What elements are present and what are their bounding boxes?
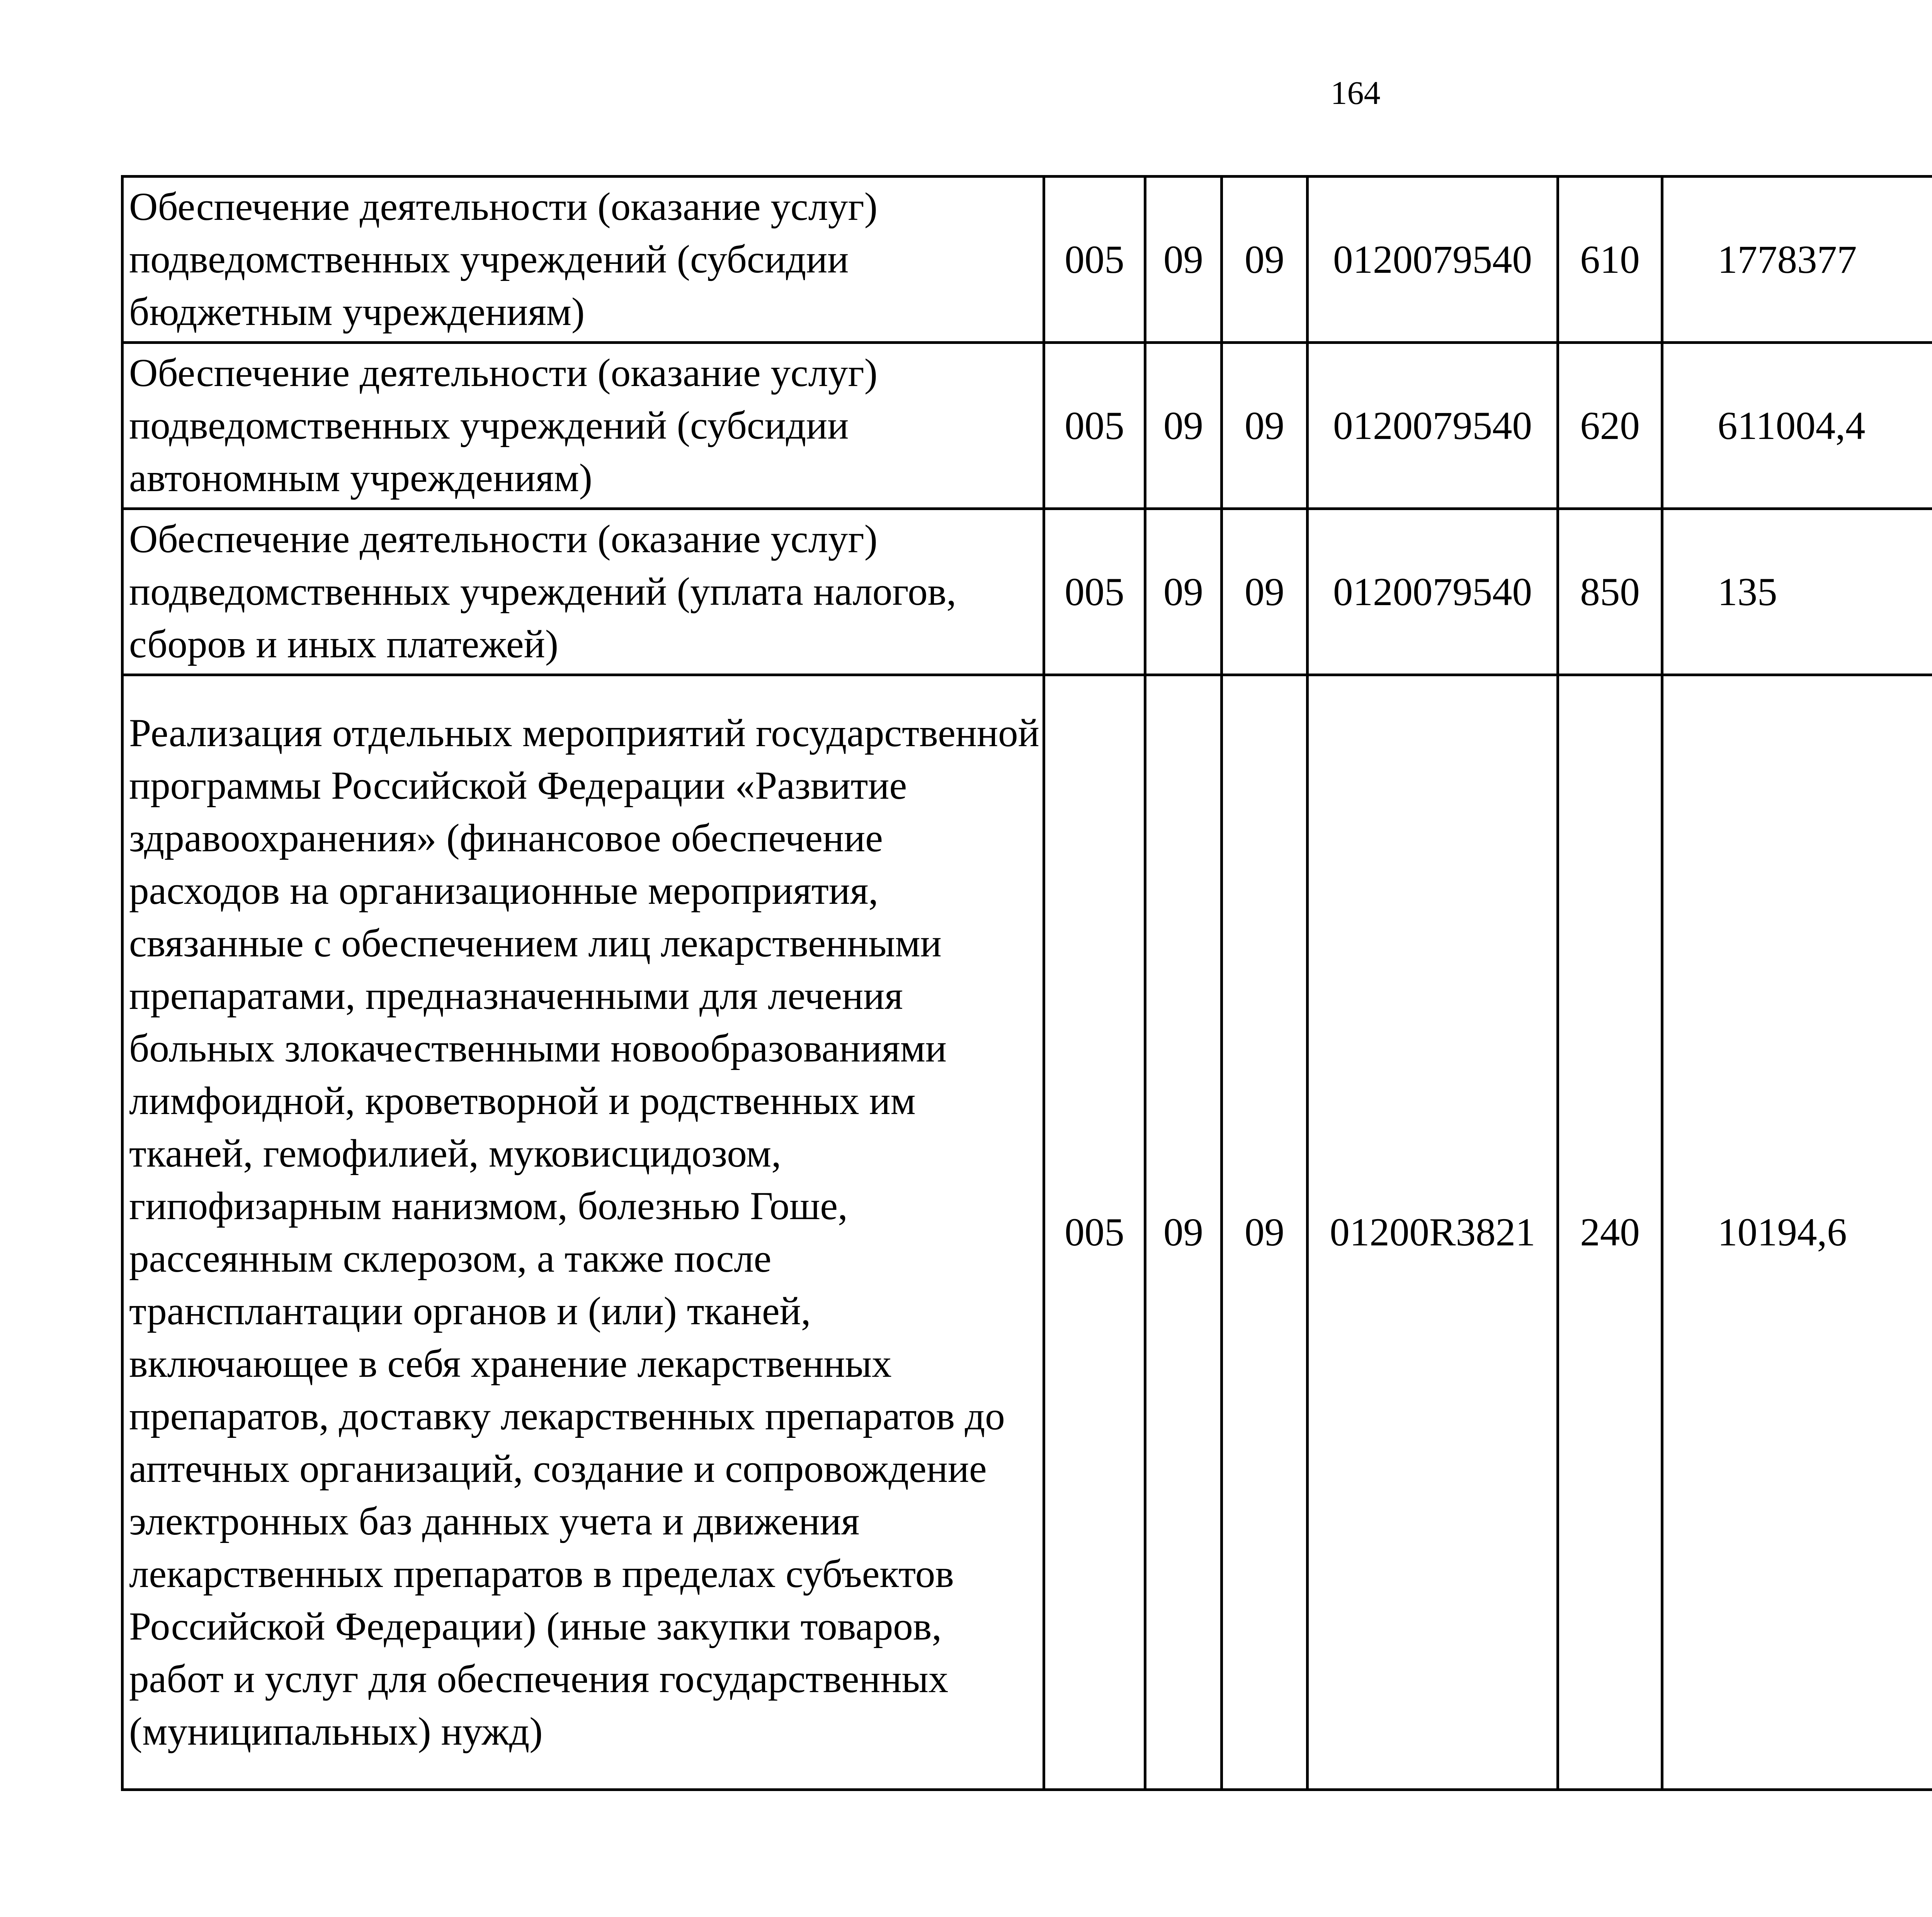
row-description: Обеспечение деятельности (оказание услуг) подведомственных учреждений (уплата налогов, сборов и иных платежей): [122, 509, 1044, 675]
table-row: [122, 509, 1932, 675]
amount-year-1: 10194,6: [1662, 675, 1932, 1790]
page-number: 164: [1330, 74, 1381, 111]
subsection-code: 09: [1222, 675, 1308, 1790]
amount-year-1: 135: [1662, 509, 1932, 675]
subsection-code: 09: [1222, 177, 1308, 343]
expense-type-code: 850: [1558, 509, 1662, 675]
section-code: 09: [1145, 177, 1222, 343]
expense-type-code: 610: [1558, 177, 1662, 343]
ministry-code: 005: [1044, 509, 1145, 675]
section-code: 09: [1145, 675, 1222, 1790]
expense-type-code: 240: [1558, 675, 1662, 1790]
table-row: [122, 343, 1932, 509]
section-code: 09: [1145, 509, 1222, 675]
ministry-code: 005: [1044, 675, 1145, 1790]
row-description: Реализация отдельных мероприятий государственной программы Российской Федерации «Развитие здравоохранения» (финансовое обеспечение расходов на организационные мероприятия, связанные с обеспечением лиц лекарственными препаратами, предназначенными для лечения больных злокачественными новообразованиями лимфоидной, кроветворной и родственных им тканей, гемофилией, муковисцидозом, гипофизарным нанизмом, болезнью Гоше, рассеянным склерозом, а также после трансплантации органов и (или) тканей, включающее в себя хранение лекарственных препаратов, доставку лекарственных препаратов до аптечных организаций, создание и сопровождение электронных баз данных учета и движения лекарственных препаратов в пределах субъектов Российской Федерации) (иные закупки товаров, работ и услуг для обеспечения государственных (муниципальных) нужд): [122, 675, 1044, 1790]
table-row: [122, 675, 1932, 1790]
row-description: Обеспечение деятельности (оказание услуг) подведомственных учреждений (субсидии автономным учреждениям): [122, 343, 1044, 509]
target-article-code: 0120079540: [1308, 509, 1558, 675]
budget-table: [121, 175, 1932, 1791]
target-article-code: 0120079540: [1308, 343, 1558, 509]
subsection-code: 09: [1222, 343, 1308, 509]
expense-type-code: 620: [1558, 343, 1662, 509]
row-description: Обеспечение деятельности (оказание услуг) подведомственных учреждений (субсидии бюджетным учреждениям): [122, 177, 1044, 343]
ministry-code: 005: [1044, 343, 1145, 509]
amount-year-1: 1778377: [1662, 177, 1932, 343]
table-row: [122, 177, 1932, 343]
target-article-code: 0120079540: [1308, 177, 1558, 343]
ministry-code: 005: [1044, 177, 1145, 343]
target-article-code: 01200R3821: [1308, 675, 1558, 1790]
section-code: 09: [1145, 343, 1222, 509]
subsection-code: 09: [1222, 509, 1308, 675]
amount-year-1: 611004,4: [1662, 343, 1932, 509]
